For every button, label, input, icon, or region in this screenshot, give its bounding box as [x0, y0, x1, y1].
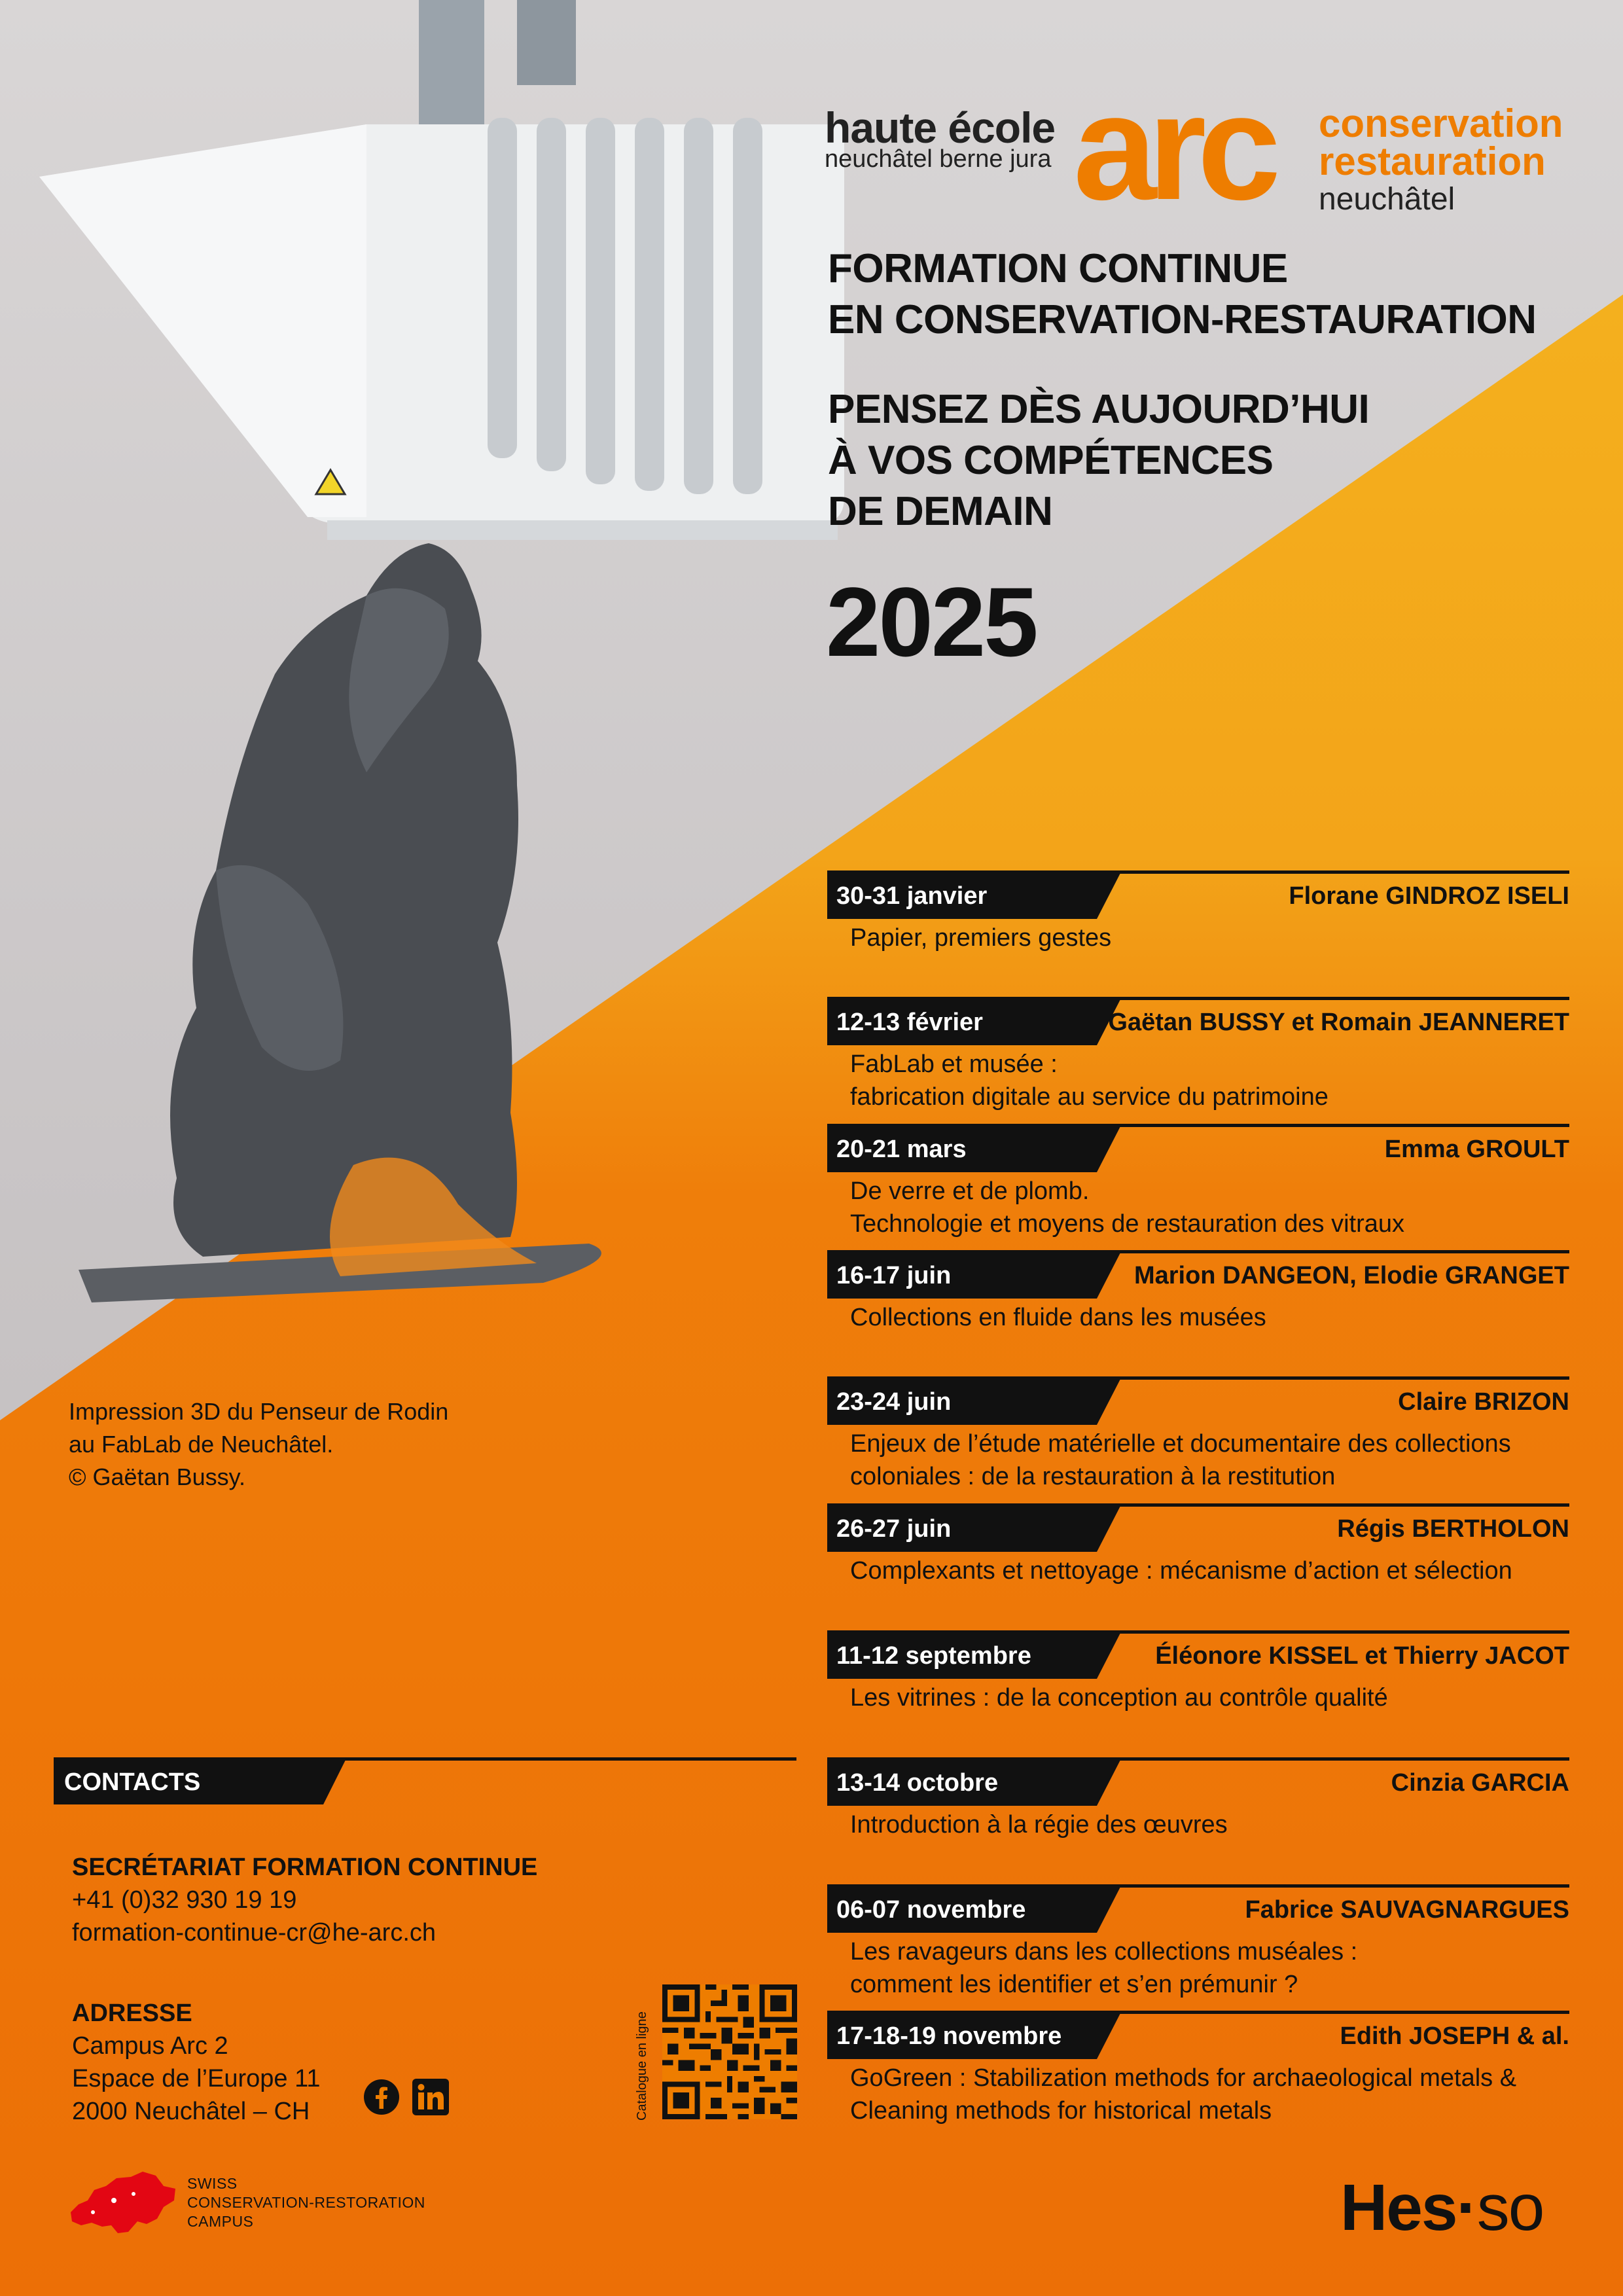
- title-line: EN CONSERVATION-RESTAURATION: [828, 297, 1537, 342]
- hes-dot: ·: [1456, 2171, 1477, 2244]
- course-date: 16-17 juin: [827, 1253, 1097, 1299]
- course-speaker: Florane GINDROZ ISELI: [1289, 882, 1569, 910]
- course-desc-line: fabrication digitale au service du patrimoine: [850, 1083, 1329, 1111]
- course-date: 20-21 mars: [827, 1126, 1097, 1172]
- contacts-heading: CONTACTS: [54, 1760, 323, 1804]
- hes-text: Hes: [1340, 2171, 1457, 2244]
- so-text: so: [1476, 2171, 1544, 2244]
- course-speaker: Cinzia GARCIA: [1391, 1769, 1569, 1797]
- logo-conservation-restauration: [1319, 101, 1563, 183]
- year: 2025: [826, 567, 1037, 677]
- subtitle-line: PENSEZ DÈS AUJOURD’HUI: [828, 387, 1370, 432]
- course-description: [850, 1808, 1570, 1841]
- course-description: [850, 1681, 1570, 1714]
- course-description: [850, 922, 1570, 954]
- phone-number[interactable]: +41 (0)32 930 19 19: [72, 1886, 297, 1914]
- address-line: Espace de l’Europe 11: [72, 2065, 321, 2092]
- facebook-icon[interactable]: [363, 2079, 400, 2115]
- logo-region: neuchâtel berne jura: [825, 145, 1052, 173]
- logo-restauration: restauration: [1319, 139, 1546, 183]
- hes-so-logo: [1340, 2172, 1543, 2244]
- campus-line: SWISS: [187, 2175, 238, 2192]
- swiss-map-icon: [65, 2166, 178, 2238]
- address-line: 2000 Neuchâtel – CH: [72, 2098, 310, 2125]
- course-speaker: Marion DANGEON, Elodie GRANGET: [1133, 1262, 1569, 1289]
- course-date: 06-07 novembre: [827, 1887, 1097, 1933]
- course-speaker: Claire BRIZON: [1398, 1388, 1569, 1416]
- address-line: Campus Arc 2: [72, 2032, 228, 2060]
- course-speaker: Gaëtan BUSSY et Romain JEANNERET: [1108, 1009, 1569, 1036]
- linkedin-icon[interactable]: [412, 2079, 449, 2115]
- course-desc-line: Introduction à la régie des œuvres: [850, 1811, 1228, 1839]
- course-desc-line: Les ravageurs dans les collections muséales :: [850, 1938, 1358, 1965]
- caption-line: © Gaëtan Bussy.: [69, 1463, 245, 1490]
- course-desc-line: Technologie et moyens de restauration des vitraux: [850, 1210, 1405, 1238]
- course-desc-line: FabLab et musée :: [850, 1050, 1058, 1078]
- course-description: [850, 1048, 1570, 1113]
- course-speaker: Edith JOSEPH & al.: [1340, 2022, 1569, 2050]
- course-date: 23-24 juin: [827, 1379, 1097, 1425]
- course-date: 12-13 février: [827, 999, 1097, 1045]
- course-date: 11-12 septembre: [827, 1633, 1097, 1679]
- course-date: 13-14 octobre: [827, 1760, 1097, 1806]
- course-desc-line: Cleaning methods for historical metals: [850, 2097, 1272, 2125]
- course-description: [850, 1427, 1570, 1493]
- title-line: FORMATION CONTINUE: [828, 246, 1288, 291]
- qr-label: Catalogue en ligne: [635, 2011, 649, 2121]
- campus-name: [187, 2174, 425, 2231]
- campus-line: CAMPUS: [187, 2213, 254, 2230]
- course-desc-line: Enjeux de l’étude matérielle et documentaire des collections: [850, 1430, 1511, 1458]
- course-desc-line: coloniales : de la restauration à la restitution: [850, 1463, 1336, 1490]
- page-title: [828, 243, 1537, 346]
- course-speaker: Régis BERTHOLON: [1337, 1515, 1569, 1543]
- caption-line: Impression 3D du Penseur de Rodin: [69, 1398, 449, 1425]
- course-desc-line: GoGreen : Stabilization methods for archaeological metals &: [850, 2064, 1517, 2092]
- logo-conservation: conservation: [1319, 101, 1563, 145]
- logo-haute-ecole: haute école: [825, 103, 1056, 152]
- subtitle-line: DE DEMAIN: [828, 489, 1053, 534]
- course-date: 26-27 juin: [827, 1506, 1097, 1552]
- address-heading: ADRESSE: [72, 2000, 192, 2027]
- logo-arc: arc: [1073, 63, 1272, 231]
- course-desc-line: comment les identifier et s’en prémunir ?: [850, 1971, 1298, 1998]
- course-desc-line: Papier, premiers gestes: [850, 924, 1112, 952]
- caption-line: au FabLab de Neuchâtel.: [69, 1431, 334, 1458]
- course-desc-line: Les vitrines : de la conception au contrôle qualité: [850, 1684, 1388, 1712]
- page-subtitle: [828, 384, 1369, 537]
- course-speaker: Fabrice SAUVAGNARGUES: [1245, 1896, 1569, 1924]
- photo-caption: [69, 1395, 448, 1494]
- course-speaker: Emma GROULT: [1384, 1136, 1569, 1163]
- course-speaker: Éléonore KISSEL et Thierry JACOT: [1155, 1642, 1569, 1670]
- subtitle-line: À VOS COMPÉTENCES: [828, 438, 1274, 483]
- course-description: [850, 1935, 1570, 2001]
- course-description: [850, 1175, 1570, 1240]
- course-desc-line: Complexants et nettoyage : mécanisme d’action et sélection: [850, 1557, 1512, 1585]
- course-description: [850, 1301, 1570, 1334]
- qr-code[interactable]: [662, 1984, 797, 2119]
- course-description: [850, 2062, 1570, 2127]
- campus-line: CONSERVATION-RESTORATION: [187, 2194, 425, 2211]
- secretariat-heading: SECRÉTARIAT FORMATION CONTINUE: [72, 1854, 538, 1881]
- course-description: [850, 1554, 1570, 1587]
- course-date: 17-18-19 novembre: [827, 2013, 1097, 2059]
- logo-neuchatel: neuchâtel: [1319, 182, 1455, 217]
- course-desc-line: Collections en fluide dans les musées: [850, 1304, 1266, 1331]
- email-link[interactable]: formation-continue-cr@he-arc.ch: [72, 1919, 437, 1946]
- course-desc-line: De verre et de plomb.: [850, 1177, 1090, 1205]
- course-date: 30-31 janvier: [827, 873, 1097, 919]
